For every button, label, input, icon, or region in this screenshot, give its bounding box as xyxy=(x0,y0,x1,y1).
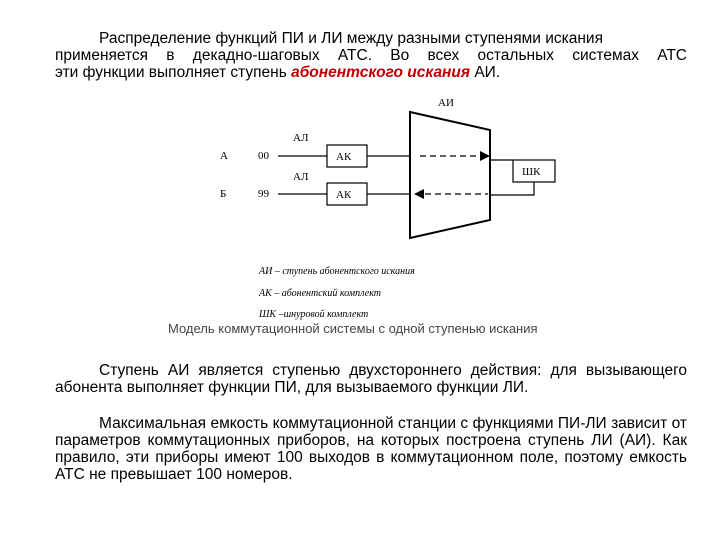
subscriber-a-number: 00 xyxy=(258,150,269,162)
subscriber-b-number: 99 xyxy=(258,188,269,200)
legend-line-1: АИ – ступень абонентского искания xyxy=(259,266,415,277)
al-mid-label: АЛ xyxy=(293,171,309,183)
intro-text: эти функции выполняет ступень xyxy=(55,64,292,81)
al-top-label: АЛ xyxy=(293,132,309,144)
switch-shape xyxy=(410,112,490,238)
paragraph-2: Ступень АИ является ступенью двухстороннего действия: для вызывающего абонента выполняет функции ПИ, для вызываемого функции ЛИ. xyxy=(55,362,687,396)
legend-line-3: ШК –шнуровой комплект xyxy=(259,309,369,320)
ak-bottom-label: АК xyxy=(336,189,352,201)
subscriber-b-letter: Б xyxy=(220,188,227,200)
paragraph-3: Максимальная емкость коммутационной станции с функциями ПИ-ЛИ зависит от параметров коммутационных приборов, на которых построена ступень ЛИ (АИ). Как правило, эти приборы имеют 100 выходов в коммутационном поле, поэтому емкость АТС не превышает 100 номеров. xyxy=(55,415,687,483)
intro-text-end: АИ. xyxy=(470,64,501,81)
intro-line-2: применяется в декадно-шаговых АТС. Во всех остальных системах АТС xyxy=(55,47,687,64)
shk-return-line xyxy=(490,182,534,195)
shk-label: ШК xyxy=(522,166,541,178)
intro-line-1: Распределение функций ПИ и ЛИ между разными ступенями искания xyxy=(99,30,603,47)
legend-line-2: АК – абонентский комплект xyxy=(259,288,381,299)
figure-caption: Модель коммутационной системы с одной ступенью искания xyxy=(168,321,538,336)
ak-top-label: АК xyxy=(336,151,352,163)
subscriber-a-letter: А xyxy=(220,150,228,162)
switch-label: АИ xyxy=(438,97,454,109)
accent-term: абонентского искания xyxy=(291,64,471,81)
